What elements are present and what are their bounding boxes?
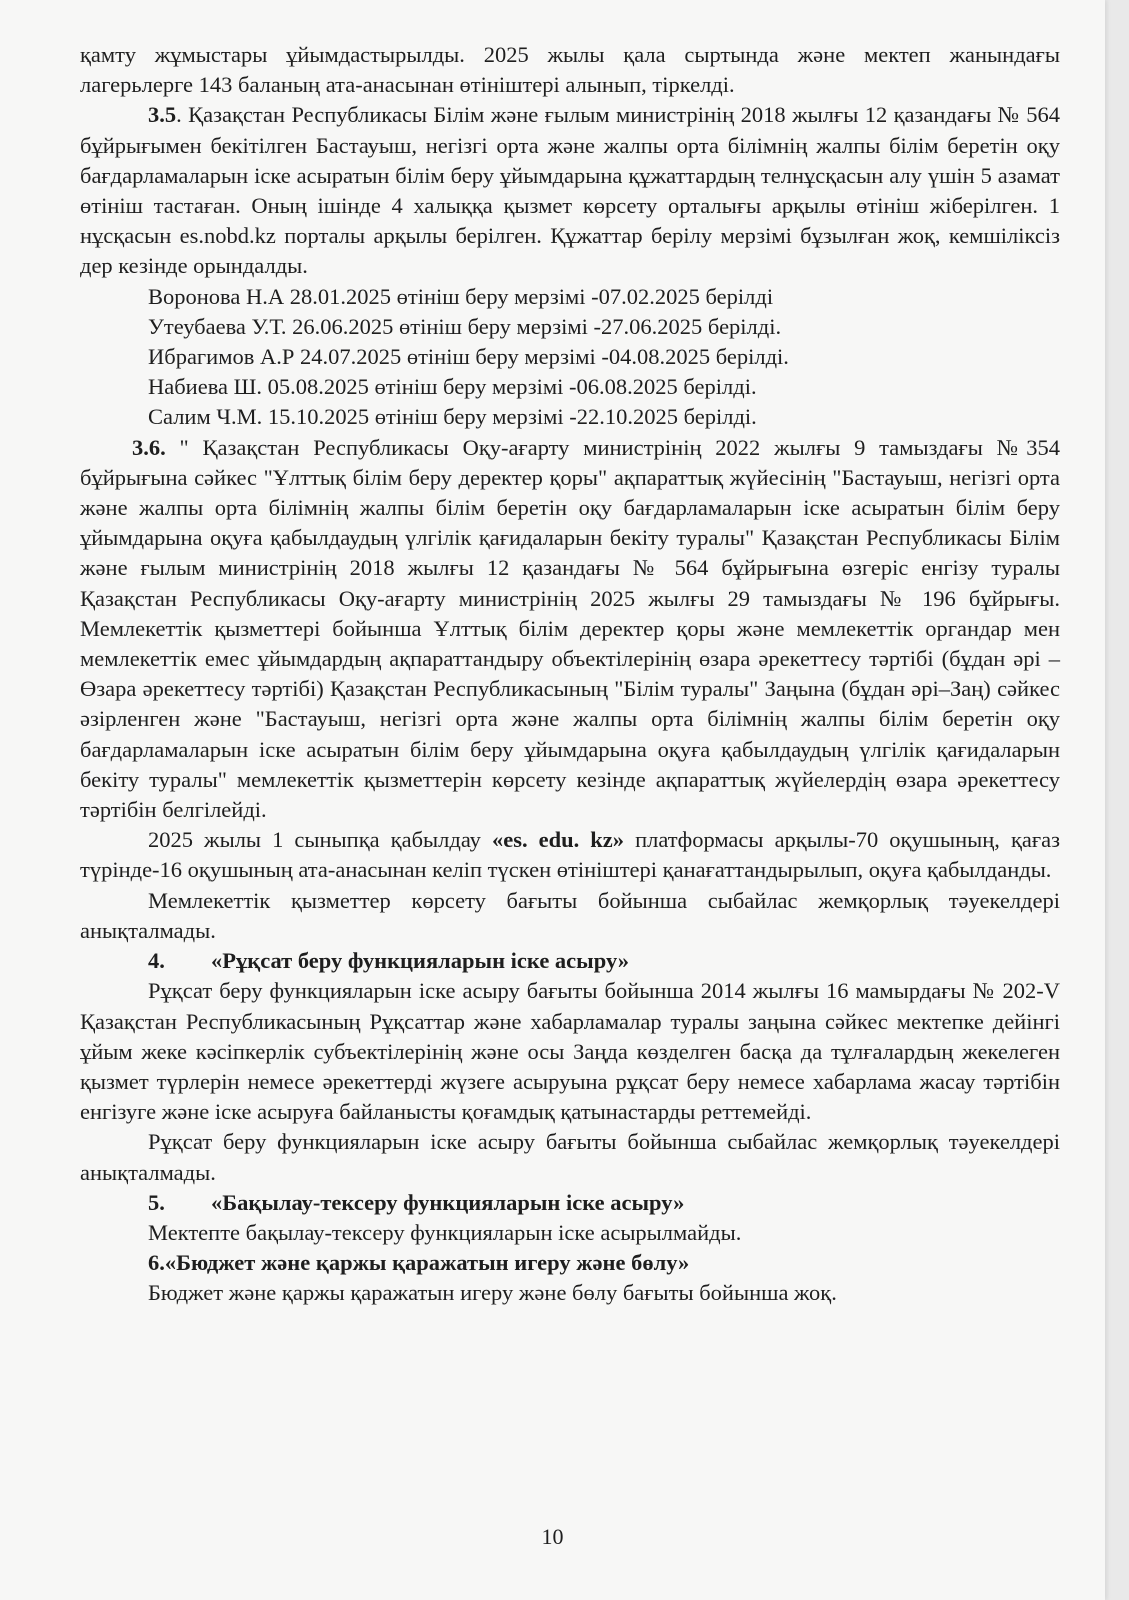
paragraph-admission-end: платформасы арқылы-70 оқушының, қағаз түрінде-16 оқушының ата-анасынан келіп түскен өтініштері қанағаттандырылып, оқуға қабылданды. xyxy=(80,827,1061,883)
paragraph-permits: Рұқсат беру функцияларын іске асыру бағыты бойынша 2014 жылғы 16 мамырдағы № 202-V Қазақстан Республикасының Рұқсаттар және хабарламалар туралы заңына сәйкес мектепке дейінгі ұйым жеке кәсіпкерлік субъектілерінің және осы Заңда көзделген басқа да тұлғалардың жекелеген қызмет түрлерін немесе әрекеттерді жүзеге асыруына рұқсат беру немесе хабарлама жасау тәртібін енгізуге және іске асыруға байланысты қоғамдық қатынастарды реттемейді. xyxy=(80,978,1060,1125)
page-number: 10 xyxy=(541,1524,564,1549)
record-item-3: Ибрагимов А.Р 24.07.2025 өтініш беру мерзімі -04.08.2025 берілді. xyxy=(148,344,789,370)
section-number-3-6: 3.6. xyxy=(132,434,166,460)
heading-section-6: 6.«Бюджет және қаржы қаражатын игеру және бөлу» xyxy=(148,1250,690,1276)
paragraph-risk-permits: Рұқсат беру функцияларын іске асыру бағыты бойынша сыбайлас жемқорлық тәуекелдері анықталмады. xyxy=(80,1129,1060,1185)
paragraph-3-5 xyxy=(80,100,1060,281)
paragraph-risk-services: Мемлекеттік қызметтер көрсету бағыты бойынша сыбайлас жемқорлық тәуекелдері анықталмады. xyxy=(80,887,1060,943)
paragraph-admission-start: 2025 жылы 1 сыныпқа қабылдау xyxy=(148,827,492,853)
paragraph-admission xyxy=(80,825,1060,885)
document-body xyxy=(80,40,1060,1309)
heading-section-4-title: «Рұқсат беру функцияларын іске асыру» xyxy=(211,948,630,974)
record-item-1: Воронова Н.А 28.01.2025 өтініш беру мерзімі -07.02.2025 берілді xyxy=(148,283,774,309)
paragraph-3-6 xyxy=(80,433,1060,826)
paragraph-3-6-text: " Қазақстан Республикасы Оқу-ағарту министрінің 2022 жылғы 9 тамыздағы №354 бұйрығына сәйкес "Ұлттық білім беру деректер қоры" ақпараттық жүйесінің "Бастауыш, негізгі орта және жалпы орта білімнің жалпы білім беретін оқу бағдарламаларын іске асыратын білім беру ұйымдарына оқуға қабылдаудың үлгілік қағидаларын бекіту туралы" Қазақстан Республикасы Білім және ғылым министрінің 2018 жылғы 12 қазандағы № 564 бұйрығына өзгеріс енгізу туралы Қазақстан Республикасы Оқу-ағарту министрінің 2025 жылғы 29 тамыздағы № 196 бұйрығы. Мемлекеттік қызметтері бойынша Ұлттық білім деректер қоры және мемлекеттік органдар мен мемлекеттік емес ұйымдардың ақпараттандыру объектілерінің өзара әрекеттесу тәртібі (бұдан әрі – Өзара әрекеттесу тәртібі) Қазақстан Республикасының "Білім туралы" Заңына (бұдан әрі–Заң) сәйкес әзірленген және "Бастауыш, негізгі орта және жалпы орта білімнің жалпы білім беретін оқу бағдарламаларын іске асыратын білім беру ұйымдарына оқуға қабылдаудың үлгілік қағидаларын бекіту туралы" мемлекеттік қызметтерін көрсету кезінде ақпараттық жүйелердің өзара әрекеттесу тәртібін белгілейді. xyxy=(80,434,1060,823)
heading-section-5-title: «Бақылау-тексеру функцияларын іске асыру» xyxy=(211,1189,685,1215)
paragraph-budget: Бюджет және қаржы қаражатын игеру және бөлу бағыты бойынша жоқ. xyxy=(148,1280,837,1306)
paragraph-inspection: Мектепте бақылау-тексеру функцияларын іске асырылмайды. xyxy=(148,1219,742,1245)
record-item-4: Набиева Ш. 05.08.2025 өтініш беру мерзімі -06.08.2025 берілді. xyxy=(148,374,757,400)
record-item-2: Утеубаева У.Т. 26.06.2025 өтініш беру мерзімі -27.06.2025 берілді. xyxy=(148,313,782,339)
heading-section-4 xyxy=(80,946,1060,976)
paragraph-intro: қамту жұмыстары ұйымдастырылды. 2025 жылы қала сыртында және мектеп жанындағы лагерьлерге 143 баланың ата-анасынан өтініштері алынып, тіркелді. xyxy=(80,42,1060,98)
record-item-5: Салим Ч.М. 15.10.2025 өтініш беру мерзімі -22.10.2025 берілді. xyxy=(148,404,757,430)
heading-section-5-number: 5. xyxy=(148,1189,165,1215)
paragraph-3-5-text: . Қазақстан Республикасы Білім және ғылым министрінің 2018 жылғы 12 қазандағы № 564 бұйрығымен бекітілген Бастауыш, негізгі орта және жалпы орта білімнің жалпы білім беретін оқу бағдарламаларын іске асыратын білім беру ұйымдарына құжаттардың телнұсқасын алу үшін 5 азамат өтініш тастаған. Оның ішінде 4 халыққа қызмет көрсету орталығы арқылы өтініш жіберілген. 1 нұсқасын es.nobd.kz порталы арқылы берілген. Құжаттар берілу мерзімі бұзылған жоқ, кемшіліксіз дер кезінде орындалды. xyxy=(80,102,1060,279)
heading-section-4-number: 4. xyxy=(148,948,165,974)
heading-section-5 xyxy=(80,1188,1060,1218)
platform-name: «es. edu. kz» xyxy=(491,827,625,853)
section-number-3-5: 3.5 xyxy=(148,102,177,128)
